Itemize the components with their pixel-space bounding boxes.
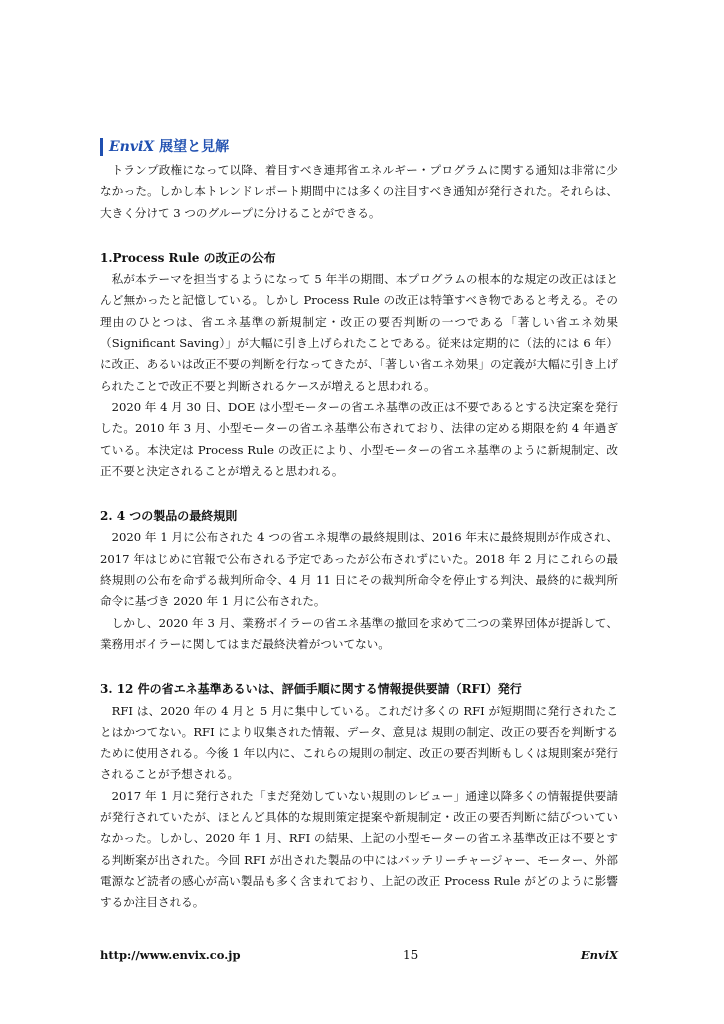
spacer [100,224,618,248]
header-brand: EnviX [109,139,155,155]
subsection-1-paragraph-1: 私が本テーマを担当するようになって 5 年半の期間、本プログラムの根本的な規定の改正はほとんど無かったと記憶している。しかし Process Rule の改正は特筆すべき物であると考える。その理由のひとつは、省エネ基準の新規制定・改正の要否判断の一つである「著しい省エネ効果（Significant Saving）」が大幅に引き上げられたことである。従来は定期的に（法的には 6 年）に改正、あるいは改正不要の判断を行なってきたが、「著しい省エネ効果」の定義が大幅に引き上げられたことで改正不要と判断されるケースが増えると思われる。 [100,272,618,393]
subsection-2-paragraph-2: しかし、2020 年 3 月、業務ボイラーの省エネ基準の撤回を求めて二つの業界団体が提訴して、業務用ボイラーに関してはまだ最終決着がついてない。 [100,615,618,651]
subsection-3-paragraph-1: RFI は、2020 年の 4 月と 5 月に集中している。これだけ多くの RFI が短期間に発行されたことはかつてない。RFI により収集された情報、データ、意見は 規則の制定、改正の要否を判断するために使用される。今後 1 年以内に、これらの規則の制定、改正の要否判断もしくは規則案が発行されることが予想される。 [100,703,618,782]
page-footer [100,948,618,962]
intro-paragraph: トランプ政権になって以降、着目すべき連邦省エネルギー・プログラムに関する通知は非常に少なかった。しかし本トレンドレポート期間中には多くの注目すべき通知が発行された。それらは、大きく分けて 3 つのグループに分けることができる。 [100,163,618,220]
subsection-heading-1: 1.Process Rule の改正の公布 [100,250,276,265]
subsection-heading-2: 2. 4 つの製品の最終規則 [100,509,238,524]
header-accent-bar [100,138,103,156]
spacer [100,482,618,506]
section-header [100,136,618,158]
section-title [109,136,229,158]
footer-url[interactable]: http://www.envix.co.jp [100,948,241,962]
header-title-text: 展望と見解 [159,139,230,155]
subsection-1-paragraph-2: 2020 年 4 月 30 日、DOE は小型モーターの省エネ基準の改正は不要であるとする決定案を発行した。2010 年 3 月、小型モーターの省エネ基準公布されており、法律の定める期限を約 4 年過ぎている。本決定は Process Rule の改正により、小型モーターの省エネ基準のように新規制定、改正不要と決定されることが増えると思われる。 [100,399,618,478]
subsection-2-paragraph-1: 2020 年 1 月に公布された 4 つの省エネ規準の最終規則は、2016 年末に最終規則が作成され、2017 年はじめに官報で公布される予定であったが公布されずにいた。2018 年 2 月にこれらの最終規則の公布を命ずる裁判所命令、4 月 11 日にその裁判所命令を停止する判決、最終的に裁判所命令に基づき 2020 年 1 月に公布された。 [100,530,618,609]
subsection-3-paragraph-2: 2017 年 1 月に発行された「まだ発効していない規則のレビュー」通達以降多くの情報提供要請が発行されていたが、ほとんど具体的な規則策定提案や新規制定・改正の要否判断に結びついていなかった。しかし、2020 年 1 月、RFI の結果、上記の小型モーターの省エネ基準改正は不要とする判断案が出された。今回 RFI が出された製品の中にはバッテリーチャージャー、モーター、外部電源など読者の感心が高い製品も多く含まれており、上記の改正 Process Rule がどのように影響するか注目される。 [100,788,618,910]
subsection-heading-3: 3. 12 件の省エネ基準あるいは、評価手順に関する情報提供要請（RFI）発行 [100,682,522,697]
spacer [100,655,618,679]
footer-page-number: 15 [403,948,419,962]
footer-brand: EnviX [580,948,618,962]
page-content [100,136,618,914]
